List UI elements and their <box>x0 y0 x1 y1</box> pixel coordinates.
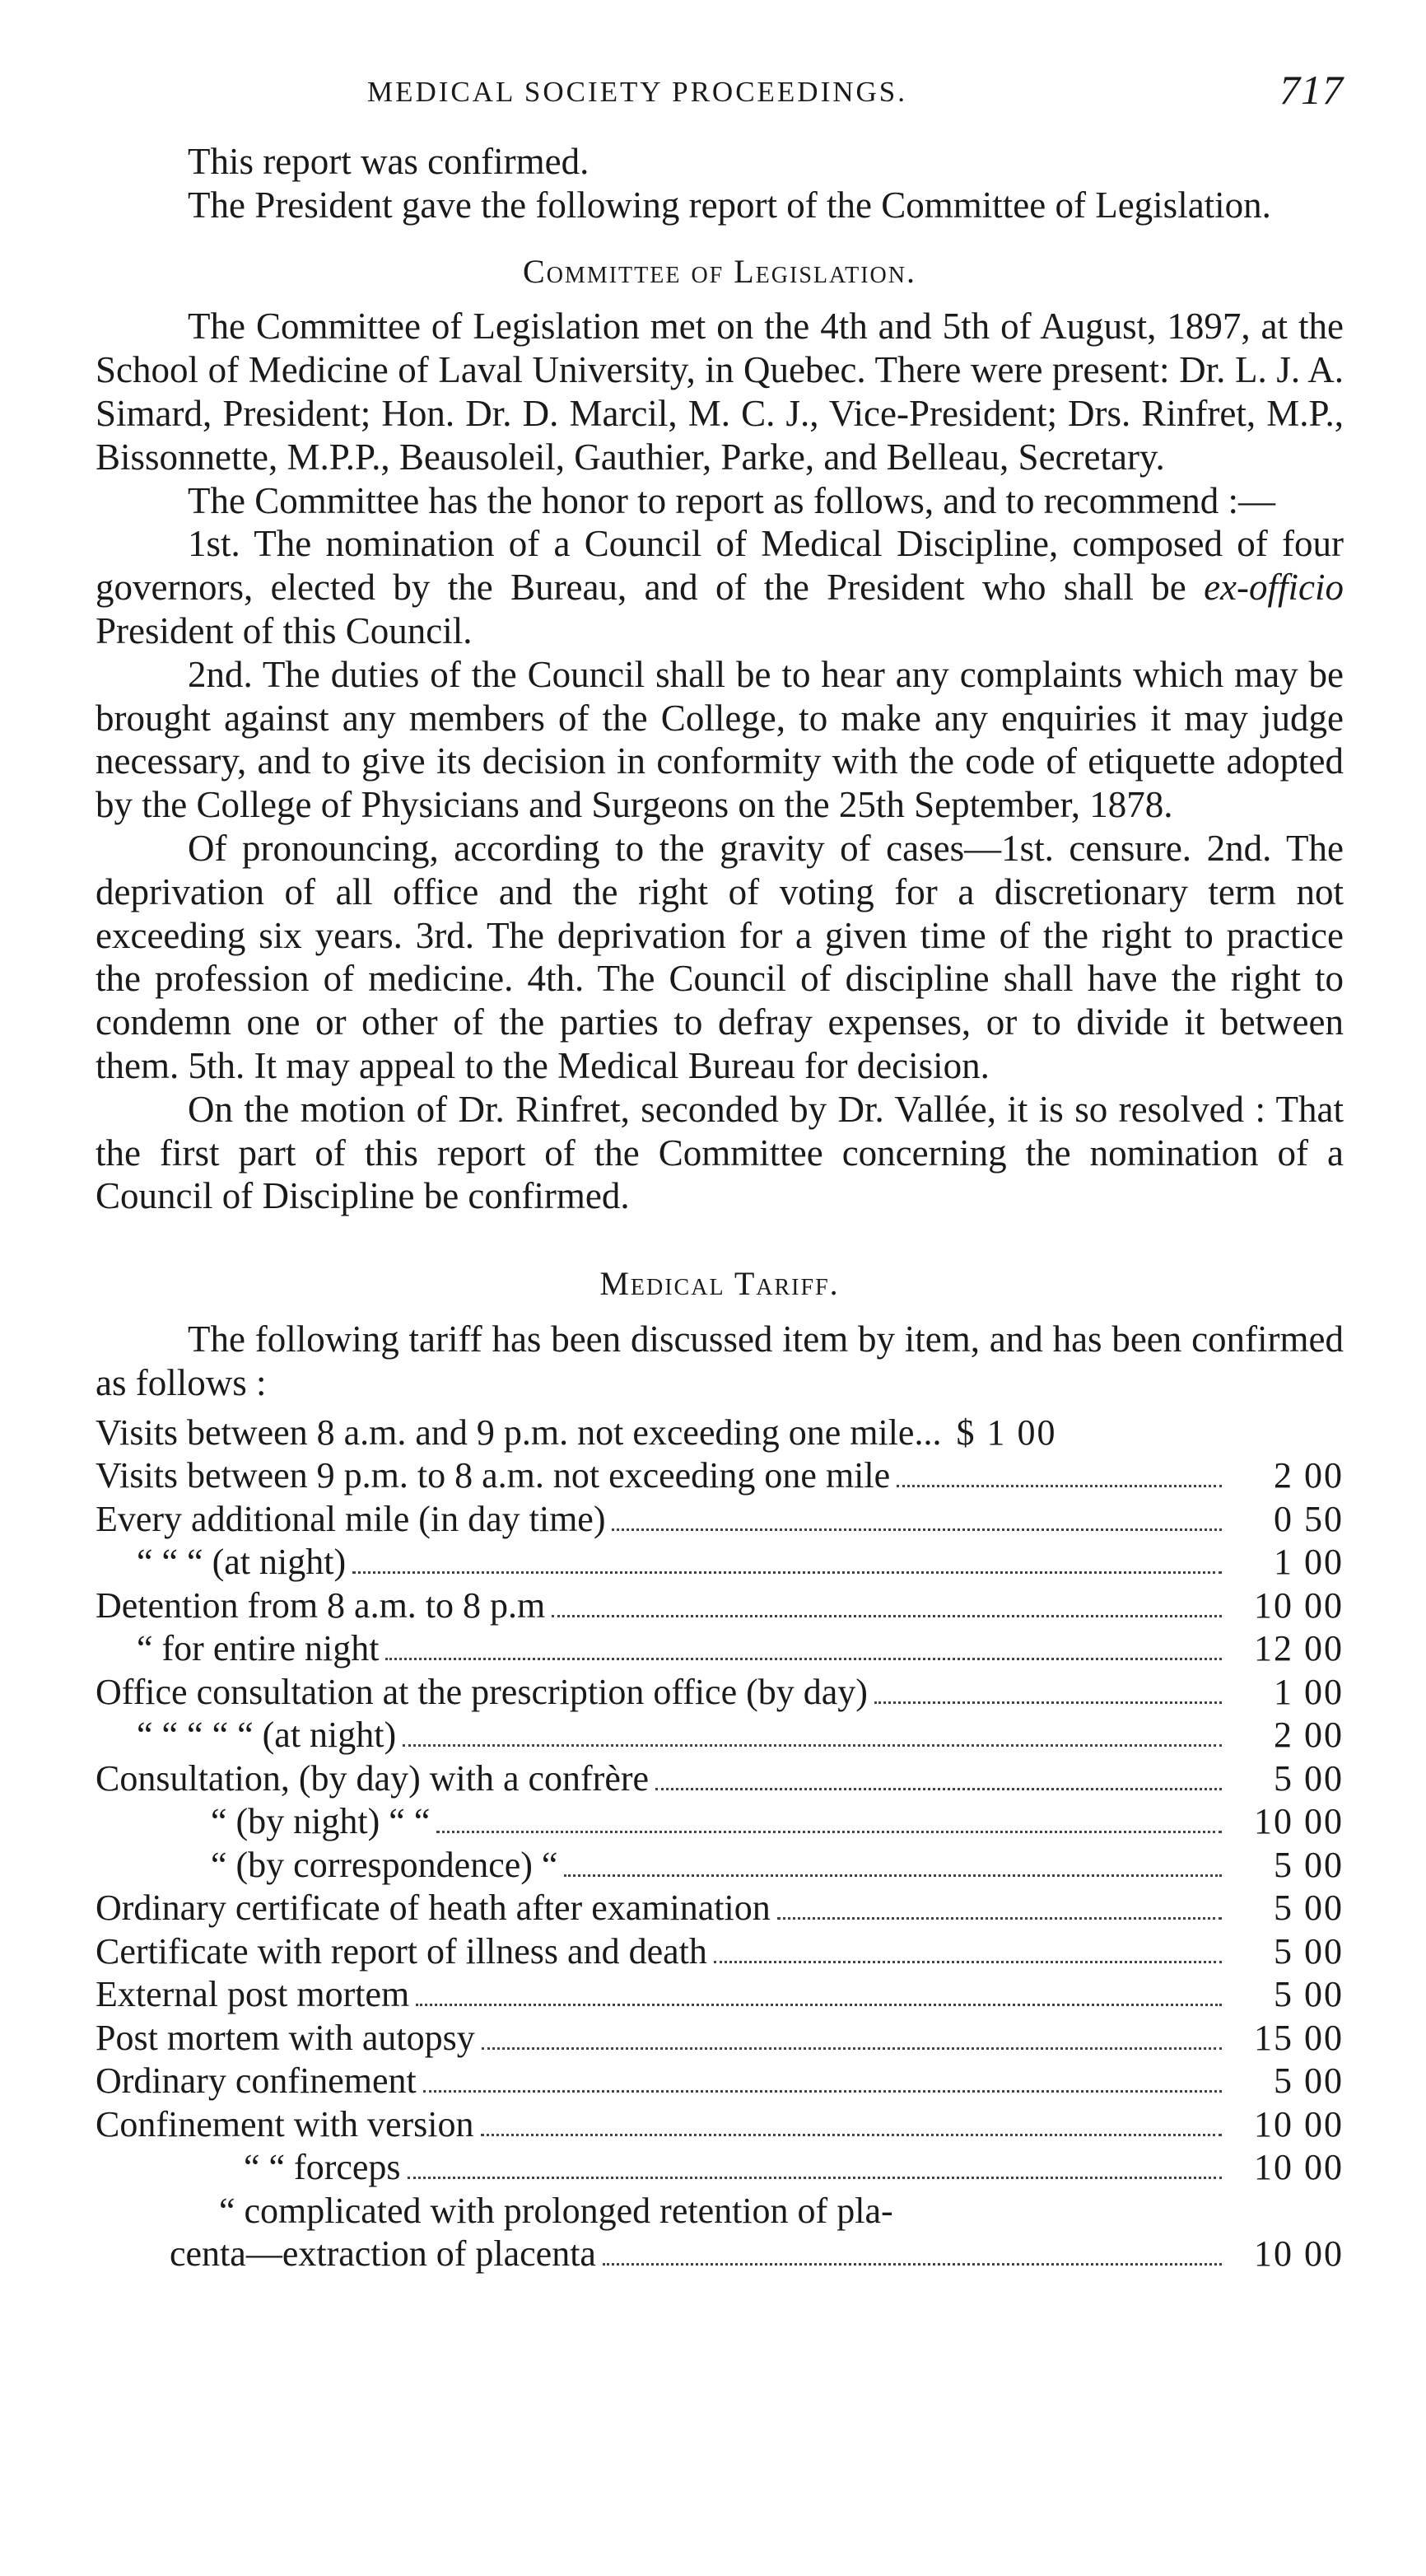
leader-dots <box>603 2263 1222 2266</box>
tariff-item-label: “ “ “ “ “ (at night) <box>137 1715 397 1756</box>
tariff-row <box>96 1844 1344 1888</box>
tariff-item-label: Detention from 8 a.m. to 8 p.m <box>96 1584 546 1626</box>
tariff-item-label: “ “ forceps <box>244 2147 401 2188</box>
tariff-item-label: Office consultation at the prescription office (by day) <box>96 1671 868 1712</box>
leader-dots <box>403 1744 1222 1747</box>
leader-dots <box>552 1615 1222 1617</box>
page-number: 717 <box>1279 67 1344 113</box>
tariff-row <box>96 2233 1344 2276</box>
tariff-row <box>96 1627 1344 1671</box>
leader-dots <box>416 2004 1222 2006</box>
tariff-item-label: “ for entire night <box>137 1628 380 1669</box>
leader-dots <box>874 1701 1222 1704</box>
tariff-item-label: Every additional mile (in day time) <box>96 1498 606 1539</box>
leader-dots <box>897 1485 1222 1487</box>
tariff-item-amount: 5 00 <box>1274 2060 1344 2102</box>
leader-dots <box>655 1788 1222 1790</box>
tariff-item-label: Visits between 9 p.m. to 8 a.m. not exceeding one mile <box>96 1455 891 1496</box>
tariff-row <box>96 2060 1344 2103</box>
body-text <box>96 140 1344 1405</box>
paragraph-council-duties: 2nd. The duties of the Council shall be to hear any complaints which may be brought against any members of the College, to make any enquiries it may judge necessary, and to give its decision in conformity with the code of etiquette adopted by the College of Physicians and Surgeons on the 25th September, 1878. <box>96 653 1344 826</box>
paragraph-motion-resolved: On the motion of Dr. Rinfret, seconded by Dr. Vallée, it is so resolved : That the first part of this report of the Committee concerning the nomination of a Council of Discipline be confirmed. <box>96 1088 1344 1217</box>
paragraph-president-report: The President gave the following report of the Committee of Legislation. <box>188 184 1271 226</box>
nomination-text-start: 1st. The nomination of a Council of Medical Discipline, composed of four governors, elected by the Bureau, and of the President who shall be <box>96 523 1344 609</box>
tariff-item-amount: 5 00 <box>1274 1888 1344 1929</box>
tariff-row <box>96 2103 1344 2147</box>
tariff-item-amount: 1 00 <box>1274 1671 1344 1712</box>
tariff-item-amount: 10 00 <box>1254 2147 1344 2188</box>
tariff-row <box>96 1714 1344 1757</box>
tariff-item-label: Ordinary certificate of heath after examination <box>96 1888 771 1929</box>
tariff-item-amount: 5 00 <box>1274 1844 1344 1885</box>
section-heading-legislation: Committee of Legislation. <box>523 252 916 290</box>
tariff-row <box>96 1584 1344 1628</box>
tariff-item-amount: 0 50 <box>1274 1498 1344 1539</box>
tariff-item-amount: 10 00 <box>1254 1801 1344 1842</box>
tariff-row <box>96 1454 1344 1498</box>
leader-dots <box>423 2090 1222 2093</box>
tariff-item-amount: $ 1 00 <box>956 1412 1057 1453</box>
section-heading-tariff: Medical Tariff. <box>599 1265 840 1303</box>
leader-dots <box>777 1917 1222 1920</box>
tariff-item-label: Confinement with version <box>96 2103 474 2144</box>
tariff-item-amount: 1 00 <box>1274 1542 1344 1583</box>
tariff-row <box>96 2146 1344 2190</box>
tariff-item-label: External post mortem <box>96 1974 410 2015</box>
tariff-item-amount: 10 00 <box>1254 2103 1344 2144</box>
tariff-row <box>96 1930 1344 1974</box>
leader-dots <box>564 1874 1222 1877</box>
paragraph-nomination <box>96 522 1344 652</box>
tariff-item-amount: 10 00 <box>1254 1584 1344 1626</box>
tariff-item-amount: 15 00 <box>1254 2017 1344 2058</box>
paragraph-report-confirmed: This report was confirmed. <box>188 141 590 182</box>
tariff-item-label: “ (by correspondence) “ <box>211 1844 558 1885</box>
tariff-item-label: “ complicated with prolonged retention of pla- <box>219 2190 893 2231</box>
leader-dots <box>352 1571 1222 1574</box>
leader-dots <box>481 2134 1223 2136</box>
tariff-item-label: Ordinary confinement <box>96 2060 417 2102</box>
leader-dots <box>612 1528 1222 1531</box>
running-head-title: MEDICAL SOCIETY PROCEEDINGS. <box>367 76 907 108</box>
tariff-item-label: Post mortem with autopsy <box>96 2017 475 2058</box>
tariff-item-label: Visits between 8 a.m. and 9 p.m. not exceeding one mile... <box>96 1412 942 1453</box>
leader-dots <box>482 2047 1222 2050</box>
tariff-row <box>96 1973 1344 2017</box>
paragraph-pronouncing: Of pronouncing, according to the gravity of cases—1st. censure. 2nd. The deprivation of all office and the right of voting for a discretionary term not exceeding six years. 3rd. The deprivation for a given time of the right to practice the profession of medicine. 4th. The Council of discipline shall have the right to condemn one or other of the parties to defray expenses, or to divide it between them. 5th. It may appeal to the Medical Bureau for decision. <box>96 827 1344 1086</box>
running-head <box>96 66 1344 140</box>
tariff-row <box>96 1412 1344 1455</box>
tariff-item-amount: 5 00 <box>1274 1757 1344 1799</box>
tariff-item-amount: 5 00 <box>1274 1974 1344 2015</box>
tariff-item-label: Consultation, (by day) with a confrère <box>96 1757 650 1799</box>
spacer <box>96 1218 1344 1239</box>
tariff-row <box>96 1498 1344 1542</box>
tariff-row <box>96 2017 1344 2060</box>
tariff-row <box>96 1541 1344 1584</box>
tariff-item-amount: 2 00 <box>1274 1715 1344 1756</box>
leader-dots <box>385 1658 1222 1660</box>
paragraph-committee-met: The Committee of Legislation met on the 4th and 5th of August, 1897, at the School of Medicine of Laval University, in Quebec. There were present: Dr. L. J. A. Simard, President; Hon. Dr. D. Marcil, M. C. J., Vice-President; Drs. Rinfret, M.P., Bissonnette, M.P.P., Beausoleil, Gauthier, Parke, and Belleau, Secretary. <box>96 306 1344 478</box>
tariff-item-label: “ “ “ (at night) <box>137 1542 347 1583</box>
leader-dots <box>408 2177 1222 2179</box>
tariff-item-amount: 2 00 <box>1274 1455 1344 1496</box>
tariff-item-label: Certificate with report of illness and death <box>96 1930 707 1972</box>
nomination-text-end: President of this Council. <box>96 609 473 651</box>
tariff-item-label: “ (by night) “ “ <box>211 1801 431 1842</box>
tariff-item-amount: 10 00 <box>1254 2233 1344 2275</box>
paragraph-committee-honor: The Committee has the honor to report as follows, and to recommend :— <box>188 479 1275 521</box>
leader-dots <box>436 1831 1222 1833</box>
tariff-item-amount: 5 00 <box>1274 1930 1344 1972</box>
paragraph-tariff-intro: The following tariff has been discussed item by item, and has been confirmed as follows : <box>96 1318 1344 1403</box>
leader-dots <box>714 1961 1222 1963</box>
tariff-row <box>96 1757 1344 1801</box>
nomination-text-italic: ex-officio <box>1204 567 1344 609</box>
tariff-list <box>96 1412 1344 2276</box>
tariff-item-amount: 12 00 <box>1254 1628 1344 1669</box>
tariff-item-label: centa—extraction of placenta <box>170 2233 596 2275</box>
tariff-row <box>96 1671 1344 1715</box>
tariff-row <box>96 1887 1344 1930</box>
tariff-row <box>96 1800 1344 1844</box>
tariff-row <box>96 2190 1344 2233</box>
